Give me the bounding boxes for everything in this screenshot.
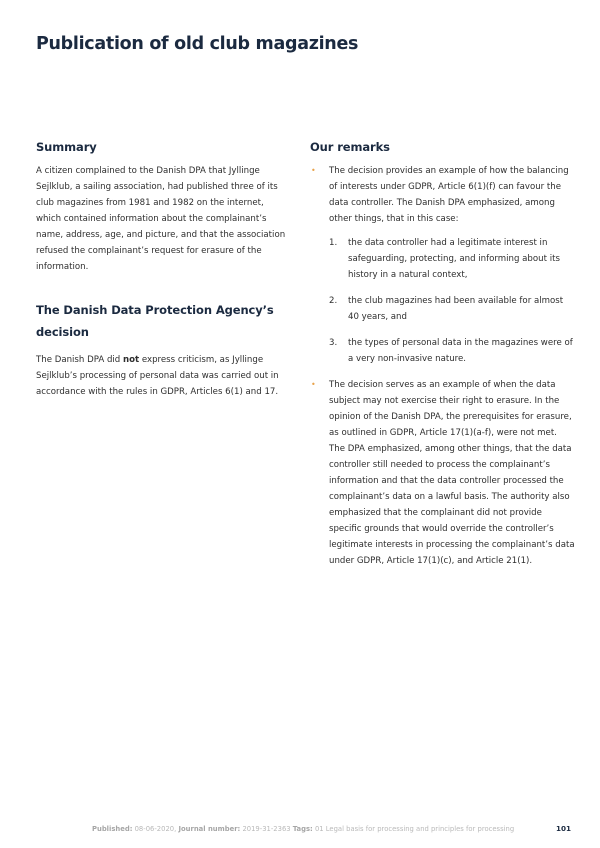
right-column (310, 140, 575, 579)
remark-item (310, 377, 575, 569)
sublist-text: the data controller had a legitimate interest in safeguarding, protecting, and informing about its history in a natural context, (348, 238, 560, 280)
sublist-number: 2. (329, 296, 338, 306)
sublist-item (329, 235, 575, 283)
bullet-icon: • (311, 166, 316, 175)
bullet-icon: • (311, 380, 316, 389)
decision-text-bold: not (122, 355, 140, 365)
page-number: 101 (556, 824, 572, 833)
remark-item (310, 163, 575, 367)
tags-value: 01 Legal basis for processing and principles for processing (314, 825, 515, 833)
sublist-text: the club magazines had been available for almost 40 years, and (348, 296, 564, 322)
summary-heading: Summary (36, 140, 97, 154)
decision-text-before: The Danish DPA did (36, 355, 123, 365)
sublist-item (329, 335, 575, 367)
left-column (36, 140, 286, 400)
published-label: Published: (92, 825, 133, 833)
remark-sublist (329, 235, 575, 367)
journal-number: 2019-31-2363 (242, 825, 291, 833)
remarks-list (310, 163, 575, 569)
page-title: Publication of old club magazines (36, 34, 359, 54)
journal-label: Journal number: (178, 825, 241, 833)
remark-text: The decision provides an example of how the balancing of interests under GDPR, Article 6(1)(f) can favour the data controller. The Danish DPA emphasized, among other things, that in this case: (329, 166, 569, 224)
tags-label: Tags: (292, 825, 313, 833)
summary-text: A citizen complained to the Danish DPA that Jyllinge Sejlklub, a sailing association, had published three of its club magazines from 1981 and 1982 on the internet, which contained information about the complainant’s name, address, age, and picture, and that the association refused the complainant’s request for erasure of the information. (36, 166, 286, 272)
sublist-number: 1. (329, 238, 338, 248)
decision-text (36, 352, 286, 400)
footer-meta (92, 825, 514, 833)
sublist-number: 3. (329, 338, 338, 348)
sublist-text: the types of personal data in the magazines were of a very non-invasive nature. (348, 338, 573, 364)
sublist-item (329, 293, 575, 325)
remarks-heading: Our remarks (310, 140, 390, 154)
published-date: 08-06-2020, (134, 825, 177, 833)
decision-heading: The Danish Data Protection Agency’s decision (36, 303, 274, 339)
decision-text-after: express criticism, as Jyllinge Sejlklub’s processing of personal data was carried out in accordance with the rules in GDPR, Articles 6(1) and 17. (36, 355, 279, 397)
remark-text: The decision serves as an example of when the data subject may not exercise their right to erasure. In the opinion of the Danish DPA, the prerequisites for erasure, as outlined in GDPR, Article 17(1)(a-f), were not met. The DPA emphasized, among other things, that the data controller still needed to process the complainant’s information and that the data controller processed the complainant’s data on a lawful basis. The authority also emphasized that the complainant did not provide specific grounds that would override the controller’s legitimate interests in processing the complainant’s data under GDPR, Article 17(1)(c), and Article 21(1). (329, 380, 575, 566)
